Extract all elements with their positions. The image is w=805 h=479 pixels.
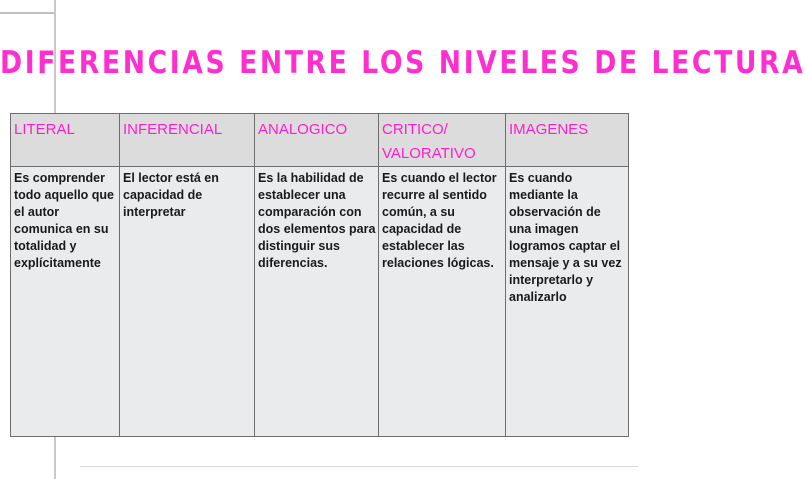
cell-literal: Es comprender todo aquello que el autor comunica en su totalidad y explícitamente: [11, 167, 120, 437]
slide-title: DIFERENCIAS ENTRE LOS NIVELES DE LECTURA: [0, 45, 805, 81]
header-literal: LITERAL: [11, 114, 120, 167]
cell-inferencial: El lector está en capacidad de interpretar: [120, 167, 255, 437]
header-critico-valorativo: CRITICO/ VALORATIVO: [379, 114, 506, 167]
reading-levels-table: [10, 113, 629, 437]
bottom-divider: [80, 466, 638, 467]
header-analogico: ANALOGICO: [255, 114, 379, 167]
cell-imagenes: Es cuando mediante la observación de una imagen logramos captar el mensaje y a su vez interpretarlo y analizarlo: [506, 167, 629, 437]
header-inferencial: INFERENCIAL: [120, 114, 255, 167]
cell-critico-valorativo: Es cuando el lector recurre al sentido común, a su capacidad de establecer las relaciones lógicas.: [379, 167, 506, 437]
cell-analogico: Es la habilidad de establecer una comparación con dos elementos para distinguir sus diferencias.: [255, 167, 379, 437]
top-left-rule: [0, 0, 54, 14]
header-imagenes: IMAGENES: [506, 114, 629, 167]
header-row: [11, 114, 629, 167]
table-row: [11, 167, 629, 437]
